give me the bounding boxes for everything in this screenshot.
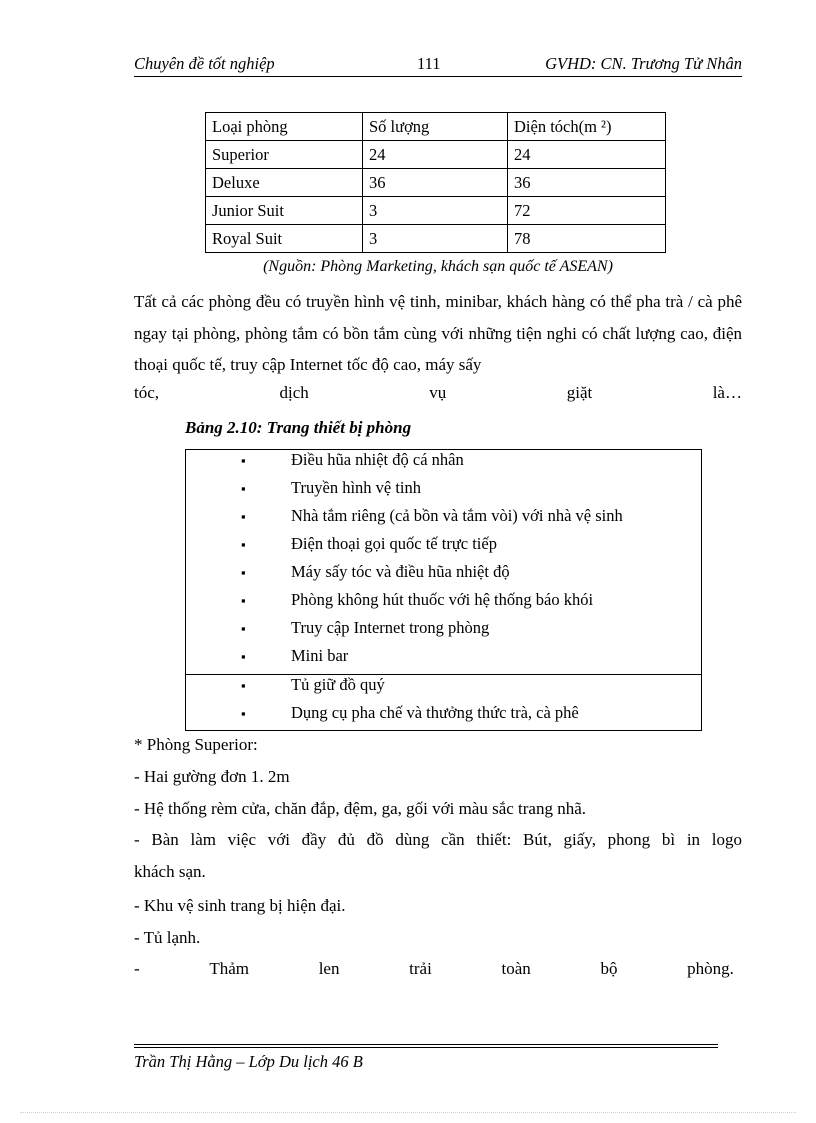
bullet-icon: ▪ <box>241 453 246 468</box>
word: vụ <box>429 383 447 402</box>
table-header-cell: Diện tóch(m ²) <box>508 113 666 141</box>
room-type-table <box>205 112 666 253</box>
amenities-paragraph: Tất cả các phòng đều có truyền hình vệ tinh, minibar, khách hàng có thể pha trà / cà phê ngay tại phòng, phòng tắm có bồn tắm cùng với những tiện nghi có chất lượng cao, điện thoại quốc tế, truy cập Internet tốc độ cao, máy sấy <box>134 292 742 374</box>
amenities-paragraph-last-line <box>134 383 742 403</box>
bullet-icon: ▪ <box>241 537 246 552</box>
list-item-text: Tủ giữ đồ quý <box>291 675 385 694</box>
equipment-table-title: Bảng 2.10: Trang thiết bị phòng <box>185 418 412 437</box>
table-cell: Superior <box>206 141 363 169</box>
table-header-cell: Số lượng <box>363 113 508 141</box>
table-cell: Royal Suit <box>206 225 363 253</box>
table-header-cell: Loại phòng <box>206 113 363 141</box>
table-cell: 36 <box>363 169 508 197</box>
list-item-text: Máy sấy tóc và điều hũa nhiệt độ <box>291 562 510 581</box>
page-edge <box>20 1112 796 1113</box>
superior-bed: - Hai gường đơn 1. 2m <box>134 767 290 786</box>
list-item-text: Mini bar <box>291 646 349 665</box>
table-cell: Deluxe <box>206 169 363 197</box>
table-cell: 24 <box>508 141 666 169</box>
list-item-text: Truy cập Internet trong phòng <box>291 618 490 637</box>
list-item <box>186 590 701 618</box>
word: dịch <box>279 383 309 402</box>
superior-desk-line2: khách sạn. <box>134 862 206 881</box>
list-item-text: Điện thoại gọi quốc tế trực tiếp <box>291 534 497 553</box>
table-header-row <box>206 113 666 141</box>
equipment-table <box>185 449 702 731</box>
list-item <box>186 675 701 703</box>
list-item-text: Phòng không hút thuốc với hệ thống báo khói <box>291 590 594 609</box>
word: bộ <box>600 959 618 978</box>
word: phòng. <box>687 959 734 978</box>
page-header <box>134 54 742 78</box>
footer-rule <box>134 1044 718 1045</box>
table-source-note: (Nguồn: Phòng Marketing, khách sạn quốc tế ASEAN) <box>263 258 613 275</box>
word: Thảm <box>209 959 250 978</box>
list-item <box>186 478 701 506</box>
list-item <box>186 646 701 674</box>
table-row <box>206 141 666 169</box>
table-cell: 72 <box>508 197 666 225</box>
word: tóc, <box>134 383 160 402</box>
table-cell: 3 <box>363 225 508 253</box>
list-item <box>186 703 701 731</box>
word: trải <box>409 959 432 978</box>
superior-fridge: - Tủ lạnh. <box>134 928 201 947</box>
list-item <box>186 450 701 478</box>
list-item <box>186 618 701 646</box>
list-item <box>186 562 701 590</box>
bullet-icon: ▪ <box>241 481 246 496</box>
list-item-text: Nhà tắm riêng (cả bồn và tắm vòi) với nhà vệ sinh <box>291 506 623 525</box>
footer-rule <box>134 1047 718 1048</box>
list-item <box>186 506 701 534</box>
table-cell: 78 <box>508 225 666 253</box>
list-item <box>186 534 701 562</box>
word: giặt <box>566 383 593 402</box>
bullet-icon: ▪ <box>241 649 246 664</box>
word: - <box>134 959 140 978</box>
table-cell: 3 <box>363 197 508 225</box>
word: toàn <box>501 959 531 978</box>
superior-curtains: - Hệ thống rèm cửa, chăn đắp, đệm, ga, gối với màu sắc trang nhã. <box>134 799 587 818</box>
word: len <box>318 959 340 978</box>
page-number: 111 <box>417 54 441 73</box>
word: là… <box>712 383 742 402</box>
table-cell: 36 <box>508 169 666 197</box>
superior-carpet <box>134 959 734 979</box>
list-item-text: Truyền hình vệ tinh <box>291 478 422 497</box>
table-row <box>206 169 666 197</box>
header-advisor: GVHD: CN. Trương Tử Nhân <box>545 54 742 73</box>
superior-bathroom: - Khu vệ sinh trang bị hiện đại. <box>134 896 346 915</box>
bullet-icon: ▪ <box>241 621 246 636</box>
header-rule <box>134 76 742 77</box>
table-cell: Junior Suit <box>206 197 363 225</box>
list-item-text: Điều hũa nhiệt độ cá nhân <box>291 450 464 469</box>
list-item-text: Dụng cụ pha chế và thưởng thức trà, cà phê <box>291 703 579 722</box>
bullet-icon: ▪ <box>241 509 246 524</box>
superior-heading: * Phòng Superior: <box>134 735 258 754</box>
table-row <box>206 225 666 253</box>
footer-author: Trần Thị Hằng – Lớp Du lịch 46 B <box>134 1052 363 1071</box>
table-row <box>206 197 666 225</box>
bullet-icon: ▪ <box>241 565 246 580</box>
bullet-icon: ▪ <box>241 593 246 608</box>
table-cell: 24 <box>363 141 508 169</box>
superior-desk-line1: - Bàn làm việc với đầy đủ đồ dùng cần thiết: Bút, giấy, phong bì in logo <box>134 830 742 849</box>
bullet-icon: ▪ <box>241 706 246 721</box>
header-title: Chuyên đề tốt nghiệp <box>134 54 275 73</box>
bullet-icon: ▪ <box>241 678 246 693</box>
